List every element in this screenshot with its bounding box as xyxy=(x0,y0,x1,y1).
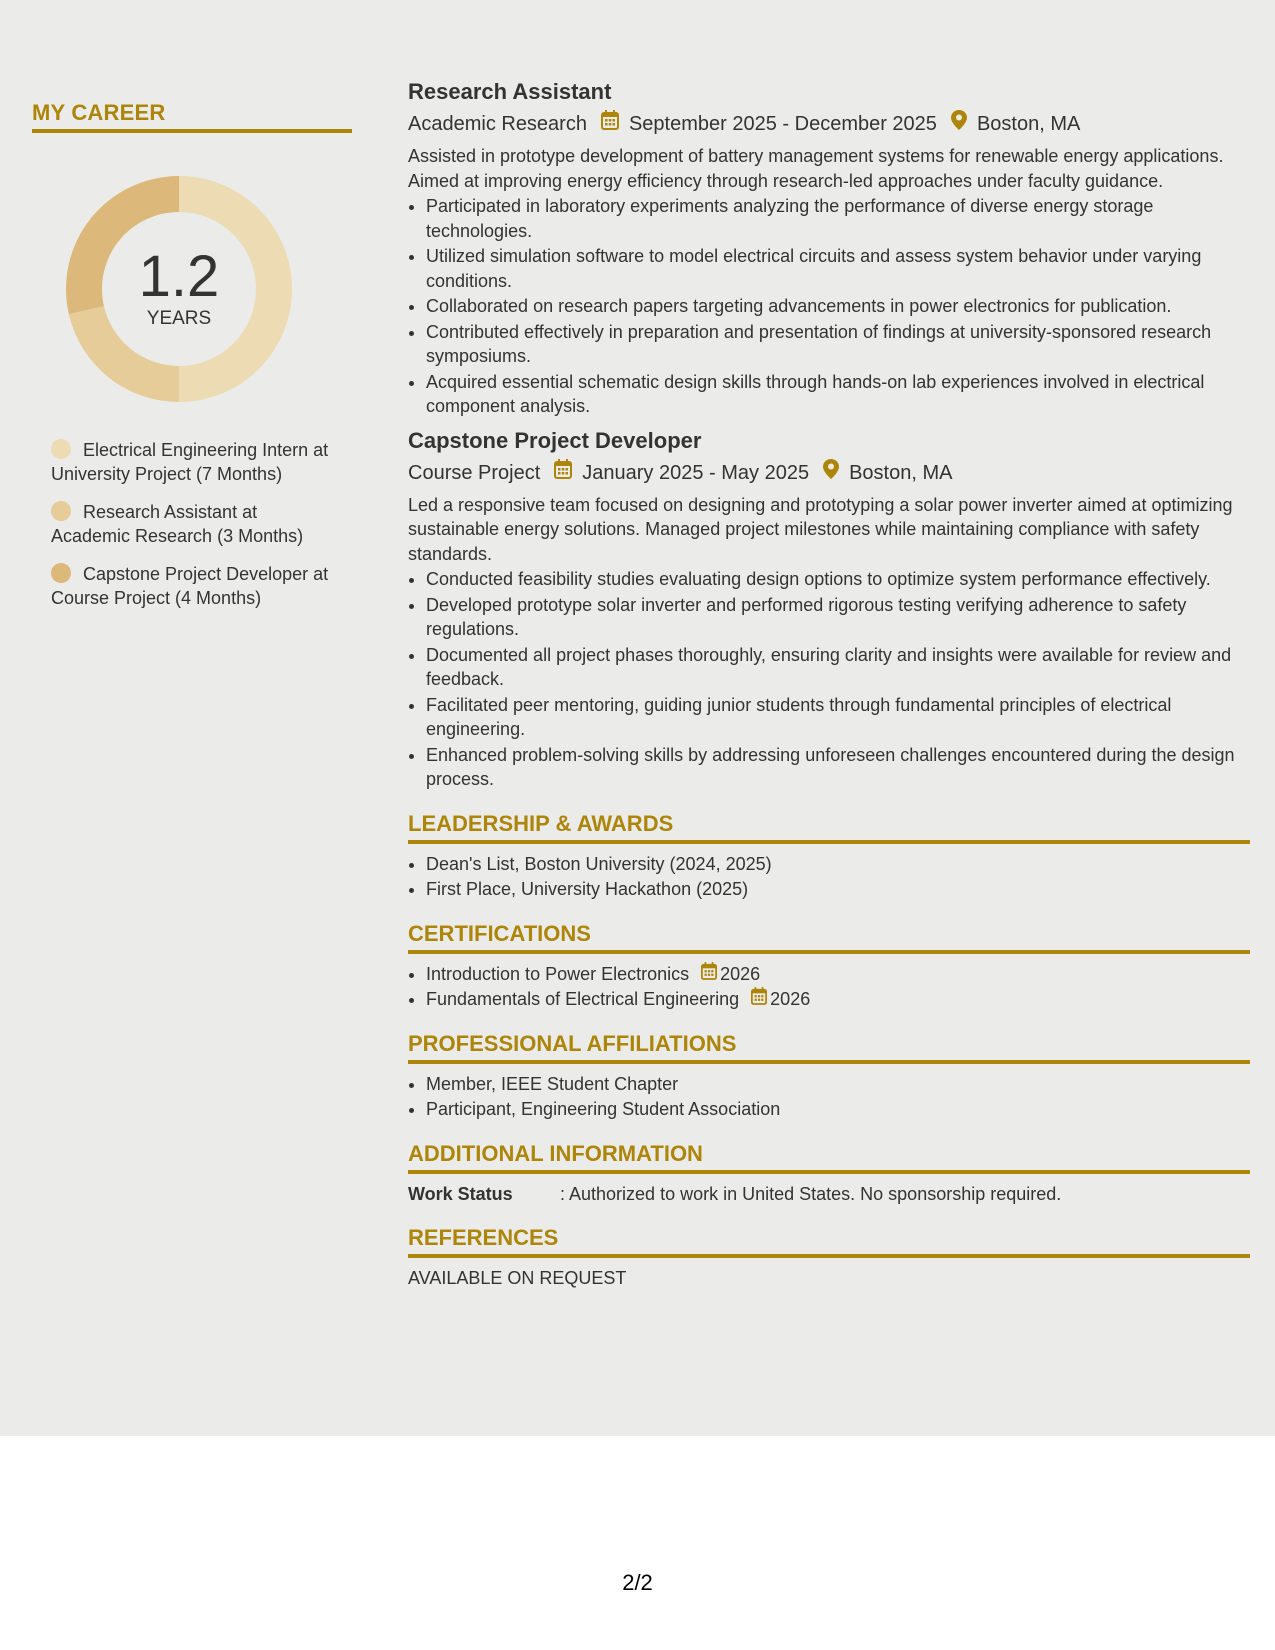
references-text: AVAILABLE ON REQUEST xyxy=(408,1267,627,1288)
list-item: • Collaborated on research papers targeting advancements in power electronics for publication. xyxy=(426,294,1250,319)
legend-item xyxy=(51,500,331,548)
cert-year: 2026 xyxy=(720,963,761,984)
list-item: • Documented all project phases thoroughly, ensuring clarity and insights were available for review and feedback. xyxy=(426,643,1250,692)
legend-dot-icon xyxy=(51,501,71,521)
job-bullets xyxy=(408,194,1250,419)
list-item: • Developed prototype solar inverter and performed rigorous testing verifying adherence to safety regulations. xyxy=(426,593,1250,642)
list-item xyxy=(426,962,1250,987)
job-dates: January 2025 - May 2025 xyxy=(582,461,810,484)
legend-label: Electrical Engineering Intern at University Project (7 Months) xyxy=(51,440,329,484)
legend-label: Research Assistant at Academic Research (3 Months) xyxy=(51,502,304,546)
page-number: 2/2 xyxy=(622,1570,653,1595)
career-legend xyxy=(51,438,352,610)
main-content xyxy=(408,78,1250,1290)
list-item: • Conducted feasibility studies evaluating design options to optimize system performance effectively. xyxy=(426,567,1250,592)
list-item: • Contributed effectively in preparation and presentation of findings at university-sponsored research symposiums. xyxy=(426,320,1250,369)
legend-dot-icon xyxy=(51,439,71,459)
section-heading: CERTIFICATIONS xyxy=(408,921,1250,954)
career-panel xyxy=(32,100,352,624)
list-item: • Enhanced problem-solving skills by addressing unforeseen challenges encountered during the design process. xyxy=(426,743,1250,792)
career-total-value: 1.2 xyxy=(138,244,220,309)
list-item: • Utilized simulation software to model electrical circuits and assess system behavior under varying conditions. xyxy=(426,244,1250,293)
job-dates: September 2025 - December 2025 xyxy=(628,113,937,135)
cert-name: Fundamentals of Electrical Engineering xyxy=(426,989,740,1009)
career-donut-chart xyxy=(66,176,292,402)
legend-label: Capstone Project Developer at Course Project (4 Months) xyxy=(51,564,329,608)
cert-year: 2026 xyxy=(770,989,811,1009)
list-item: • Facilitated peer mentoring, guiding junior students through fundamental principles of electrical engineering. xyxy=(426,693,1250,742)
section-heading: LEADERSHIP & AWARDS xyxy=(408,811,1250,844)
additional-info-section xyxy=(408,1141,1250,1206)
affiliations-section xyxy=(408,1031,1250,1122)
job-title: Research Assistant xyxy=(408,79,612,104)
legend-item xyxy=(51,562,331,610)
job-entry xyxy=(408,78,1250,419)
job-location: Boston, MA xyxy=(849,461,953,484)
section-heading: REFERENCES xyxy=(408,1225,1250,1258)
list-item: • Member, IEEE Student Chapter xyxy=(426,1072,1250,1097)
section-heading: ADDITIONAL INFORMATION xyxy=(408,1141,1250,1174)
calendar-icon xyxy=(601,110,619,138)
job-meta xyxy=(408,459,1250,487)
references-section xyxy=(408,1225,1250,1290)
list-item: • Participated in laboratory experiments analyzing the performance of diverse energy storage technologies. xyxy=(426,194,1250,243)
job-bullets xyxy=(408,567,1250,792)
job-org: Course Project xyxy=(408,461,541,484)
job-title: Capstone Project Developer xyxy=(408,427,702,453)
calendar-icon xyxy=(701,962,717,987)
location-pin-icon xyxy=(951,110,967,138)
location-pin-icon xyxy=(823,459,839,487)
list-item: • Participant, Engineering Student Association xyxy=(426,1097,1250,1122)
work-status-value: : Authorized to work in United States. No sponsorship required. xyxy=(560,1183,1062,1204)
job-meta xyxy=(408,110,1250,138)
legend-dot-icon xyxy=(51,563,71,583)
job-description: Assisted in prototype development of battery management systems for renewable energy applications. Aimed at improving energy efficiency through research-led approaches under faculty guidance. xyxy=(408,146,1224,191)
job-entry xyxy=(408,427,1250,792)
job-location: Boston, MA xyxy=(976,113,1081,135)
leadership-section xyxy=(408,811,1250,902)
legend-item xyxy=(51,438,331,486)
career-total-unit: YEARS xyxy=(146,308,212,329)
list-item xyxy=(426,987,1250,1012)
list-item: • First Place, University Hackathon (2025) xyxy=(426,877,1250,902)
job-org: Academic Research xyxy=(408,113,587,135)
calendar-icon xyxy=(751,987,767,1012)
work-status-label: Work Status xyxy=(408,1183,513,1204)
work-status-row xyxy=(408,1182,1250,1206)
cert-name: Introduction to Power Electronics xyxy=(426,963,690,984)
job-description: Led a responsive team focused on designing and prototyping a solar power inverter aimed at optimizing sustainable energy solutions. Managed project milestones while maintaining compliance with safety standards. xyxy=(408,494,1233,564)
career-heading: MY CAREER xyxy=(32,100,352,133)
list-item: • Acquired essential schematic design skills through hands-on lab experiences involved in electrical component analysis. xyxy=(426,370,1250,419)
calendar-icon xyxy=(554,459,572,487)
section-heading: PROFESSIONAL AFFILIATIONS xyxy=(408,1031,1250,1064)
list-item: • Dean's List, Boston University (2024, 2025) xyxy=(426,852,1250,877)
certifications-section xyxy=(408,921,1250,1012)
